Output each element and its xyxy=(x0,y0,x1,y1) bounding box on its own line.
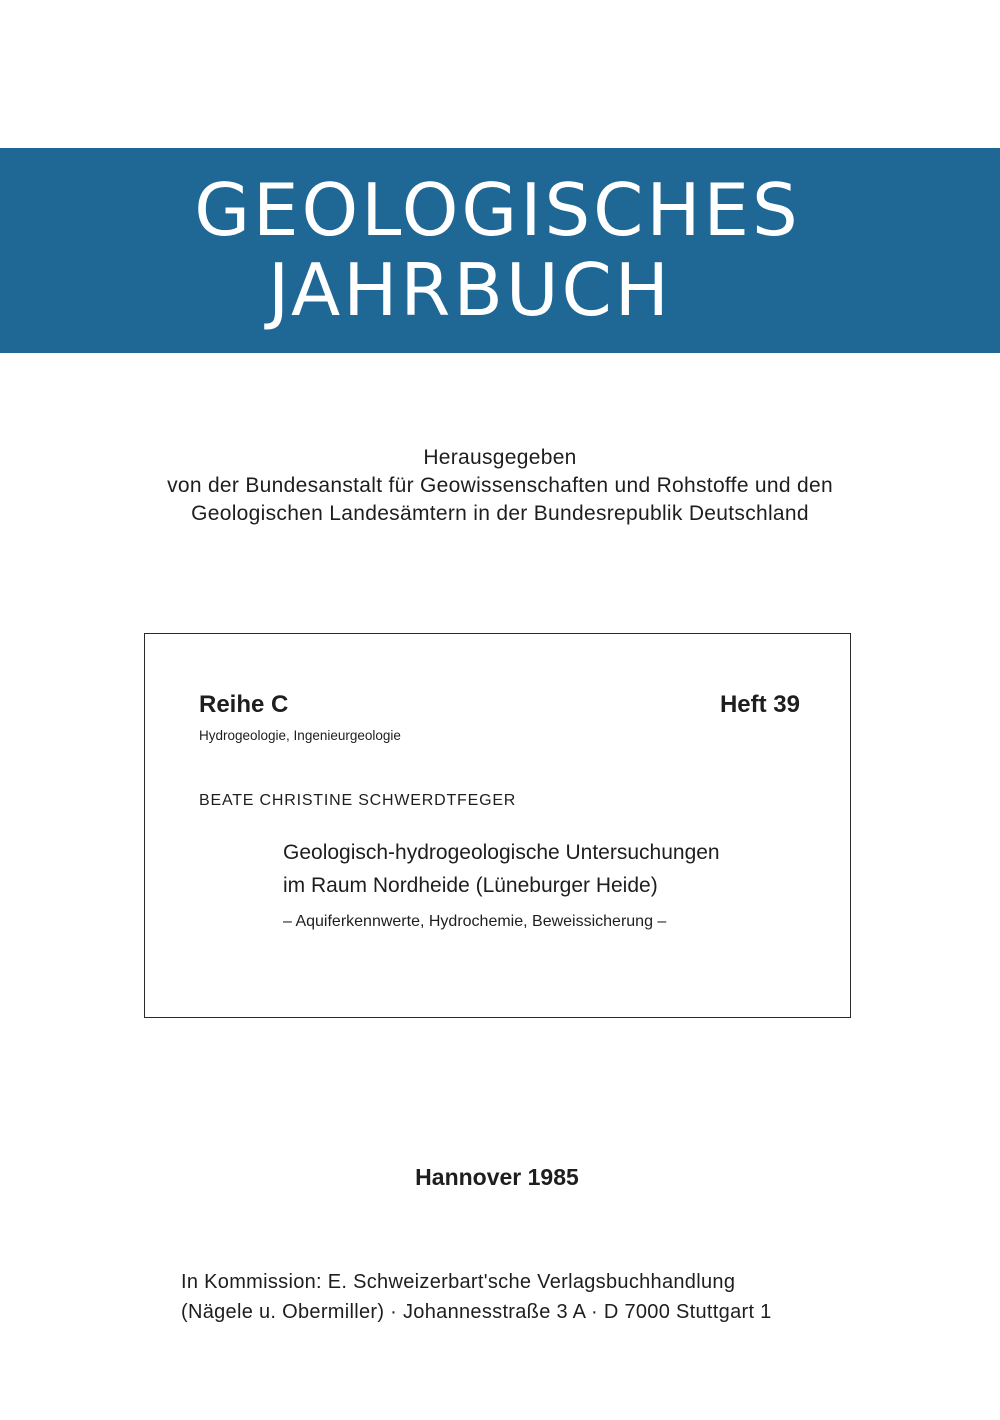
work-title xyxy=(283,836,720,902)
series-subtitle: Hydrogeologie, Ingenieurgeologie xyxy=(199,728,401,743)
journal-title-line-1: GEOLOGISCHES xyxy=(194,168,801,252)
commission-imprint xyxy=(181,1267,772,1327)
work-subtitle: – Aquiferkennwerte, Hydrochemie, Beweissicherung – xyxy=(283,913,667,930)
publisher-line-2: von der Bundesanstalt für Geowissenschaften und Rohstoffe und den xyxy=(167,474,833,497)
work-title-line-2: im Raum Nordheide (Lüneburger Heide) xyxy=(283,874,658,897)
commission-line-1: In Kommission: E. Schweizerbart'sche Verlagsbuchhandlung xyxy=(181,1271,736,1293)
series-label: Reihe C xyxy=(199,691,289,718)
issue-number: Heft 39 xyxy=(719,691,800,718)
place-and-year: Hannover 1985 xyxy=(415,1164,579,1190)
series-info-box xyxy=(144,633,851,1018)
commission-line-2: (Nägele u. Obermiller) · Johannesstraße 3 A · D 7000 Stuttgart 1 xyxy=(181,1301,772,1323)
author-name: BEATE CHRISTINE SCHWERDTFEGER xyxy=(199,792,517,809)
publisher-statement xyxy=(0,444,1000,528)
publisher-line-1: Herausgegeben xyxy=(423,446,577,469)
title-banner xyxy=(0,148,1000,353)
journal-title-line-2: JAHRBUCH xyxy=(268,248,672,332)
publisher-line-3: Geologischen Landesämtern in der Bundesrepublik Deutschland xyxy=(191,502,809,525)
work-title-line-1: Geologisch-hydrogeologische Untersuchungen xyxy=(283,841,720,864)
